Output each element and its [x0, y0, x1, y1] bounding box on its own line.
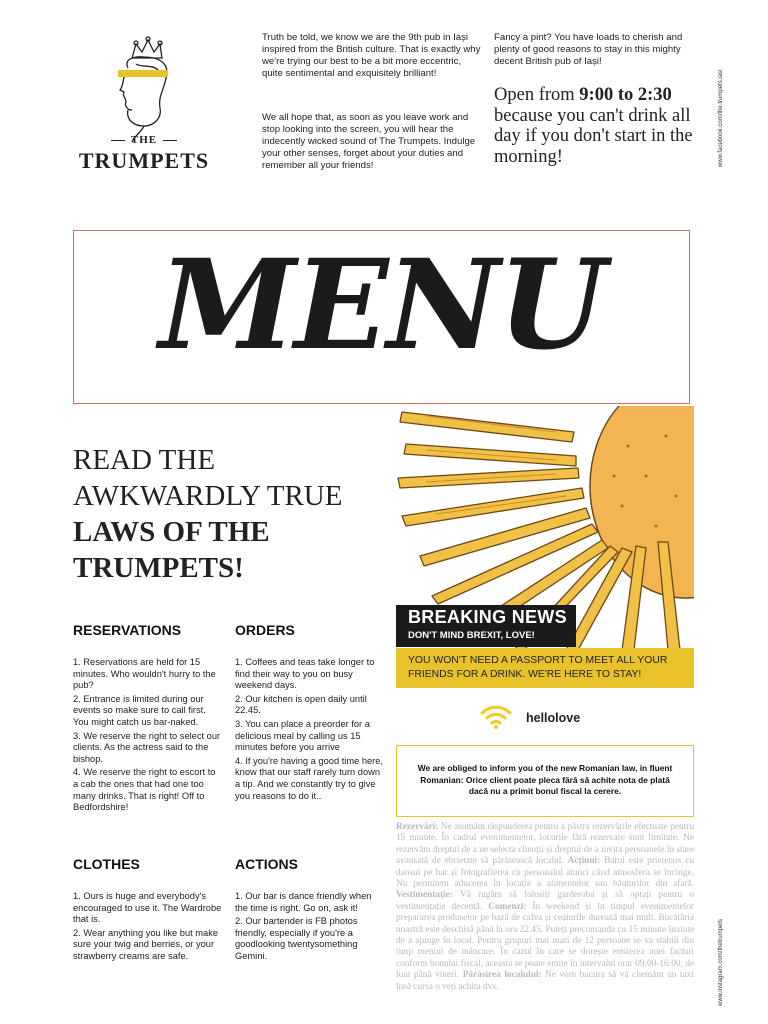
orders-list — [235, 657, 385, 804]
laws-line-2: AWKWARDLY TRUE — [73, 480, 343, 512]
logo-brand-name: TRUMPETS — [78, 148, 210, 173]
reservations-item: 1. Reservations are held for 15 minutes. Who wouldn't hurry to the pub? — [73, 657, 216, 691]
actions-list — [235, 891, 385, 965]
ro-text: Ne vom bucura să vă chemăm un taxi însă cursa o veți achita dvs. — [396, 970, 694, 992]
orders-item: 2. Our kitchen is open daily until 22.45. — [235, 693, 367, 716]
actions-item: 1. Our bar is dance friendly when the time is right. Go on, ask it! — [235, 891, 372, 913]
intro-paragraph-3: Fancy a pint? You have loads to cherish and plenty of good reasons to stay in this mighty decent British pub of Iași! — [494, 32, 683, 67]
ro-label: Rezervări: — [396, 822, 439, 832]
menu-title: MENU — [158, 233, 605, 378]
logo-the-text: THE — [74, 134, 214, 146]
facebook-link[interactable]: www.facebook.com/the.trumpets.iasi — [718, 69, 724, 167]
reservations-item: 2. Entrance is limited during our events so make sure to call first. You might catch us bar-naked. — [73, 693, 206, 727]
ro-label: Comenzi: — [488, 901, 527, 912]
orders-item: 3. You can place a preorder for a delicious meal by calling us 15 minutes before you arrive — [235, 718, 370, 753]
reservations-item: 3. We reserve the right to select our clients. As the actress said to the bishop. — [73, 730, 221, 764]
intro-paragraph-1: Truth be told, we know we are the 9th pub in Iași inspired from the British culture. That is exactly why we're trying our best to be a bit more eccentric, quite sentimental and exquisitely brilliant! — [262, 32, 481, 79]
reservations-item: 4. We reserve the right to escort to a cab the ones that had one too many drinks. That is right! Off to Bedfordshire! — [73, 767, 216, 813]
ro-label: Vestimentație: — [396, 890, 453, 901]
clothes-item: 2. Wear anything you like but make sure your twig and berries, or your strawberry creams are safe. — [73, 927, 219, 961]
wifi-network-name: hellolove — [526, 711, 581, 725]
reservations-heading: RESERVATIONS — [73, 622, 182, 638]
ro-text: Ne asumăm răspunderea pentru a păstra rezervările efectuate pentru 15 minute. În cadrul evenimentelor, locurile fără rezervare sunt limitate. Ne rezervăm dreptul de a ne selecta clienții și dreptul de a invita persoanele în stare avansată de ebrietate să părăsească localul. — [396, 822, 694, 867]
intro-paragraph-2: We all hope that, as soon as you leave work and stop looking into the screen, you will hear the indecently wicked sound of The Trumpets. Indulge your other senses, forget about your duties and remember all your friends! — [262, 112, 476, 171]
clothes-item: 1. Ours is huge and everybody's encouraged to use it. The Wardrobe that is. — [73, 891, 222, 925]
laws-line-3: LAWS OF THE — [73, 516, 270, 548]
orders-heading: ORDERS — [235, 622, 295, 638]
clothes-list — [73, 891, 223, 965]
clothes-heading: CLOTHES — [73, 856, 140, 872]
ro-label: Acțiuni: — [567, 856, 601, 867]
opening-hours-suffix: because you can't drink all day if you don't start in the morning! — [494, 105, 693, 167]
wifi-icon — [478, 702, 514, 730]
laws-line-4: TRUMPETS! — [73, 552, 244, 584]
ro-text: Barul este prietenos cu dansul pe bar și fotografierea cu personalul atunci când atmosfera se încinge. Nu permitem aducerea în locație a alimentelor sau băuturilor din afară. — [396, 856, 694, 890]
legal-notice-text: We are obliged to inform you of the new Romanian law, in fluent Romanian: Orice client poate pleca fără să achite nota de plată dacă nu a primit bonul fiscal la cerere. — [417, 763, 673, 796]
actions-item: 2. Our bartender is FB photos friendly, especially if you're a goodlooking twentysomething Gemini. — [235, 916, 358, 961]
romanian-rules-text — [396, 822, 694, 993]
orders-item: 4. If you're having a good time here, know that our staff rarely turn down a tip. And we constantly try to give you reasons to do it.. — [235, 755, 384, 801]
opening-hours — [494, 85, 694, 167]
ro-label: Părăsirea localului: — [462, 970, 542, 981]
reservations-list — [73, 657, 223, 816]
ro-text: Vă rugăm să folosiți garderoba și să optați pentru o vestimentație decentă. — [396, 890, 694, 912]
opening-hours-time: 9:00 to 2:30 — [579, 85, 672, 105]
actions-heading: ACTIONS — [235, 856, 298, 872]
opening-hours-prefix: Open from — [494, 85, 580, 105]
instagram-link[interactable]: www.instagram.com/thetrumpets — [718, 918, 724, 1006]
laws-heading — [73, 442, 393, 586]
orders-item: 1. Coffees and teas take longer to find their way to you on busy weekend days. — [235, 657, 375, 691]
breaking-news-title: BREAKING NEWS — [408, 607, 567, 627]
laws-line-1: READ THE — [73, 444, 216, 476]
breaking-news-subtitle: DON'T MIND BREXIT, LOVE! — [408, 630, 535, 641]
ro-text: În weekend și în timpul evenimentelor prepararea produselor pe bază de cafea și ceaiurile durează mai mult. Bucătăria noastră este deschisă până la ora 22.45. Puteți precomanda cu 15 minute înainte de a ajunge în local. Pentru grupuri mai mari de 12 persoane se va stabili din timp meniul de mâncare. În cazul în care se dorește emiterea unei facturi conform bonului fiscal, aceasta se poate emite în intervalul orar 09:00-16:00, de luni până vineri. — [396, 901, 694, 981]
news-banner-text: YOU WON'T NEED A PASSPORT TO MEET ALL YOUR FRIENDS FOR A DRINK. WE'RE HERE TO STAY! — [408, 655, 668, 680]
